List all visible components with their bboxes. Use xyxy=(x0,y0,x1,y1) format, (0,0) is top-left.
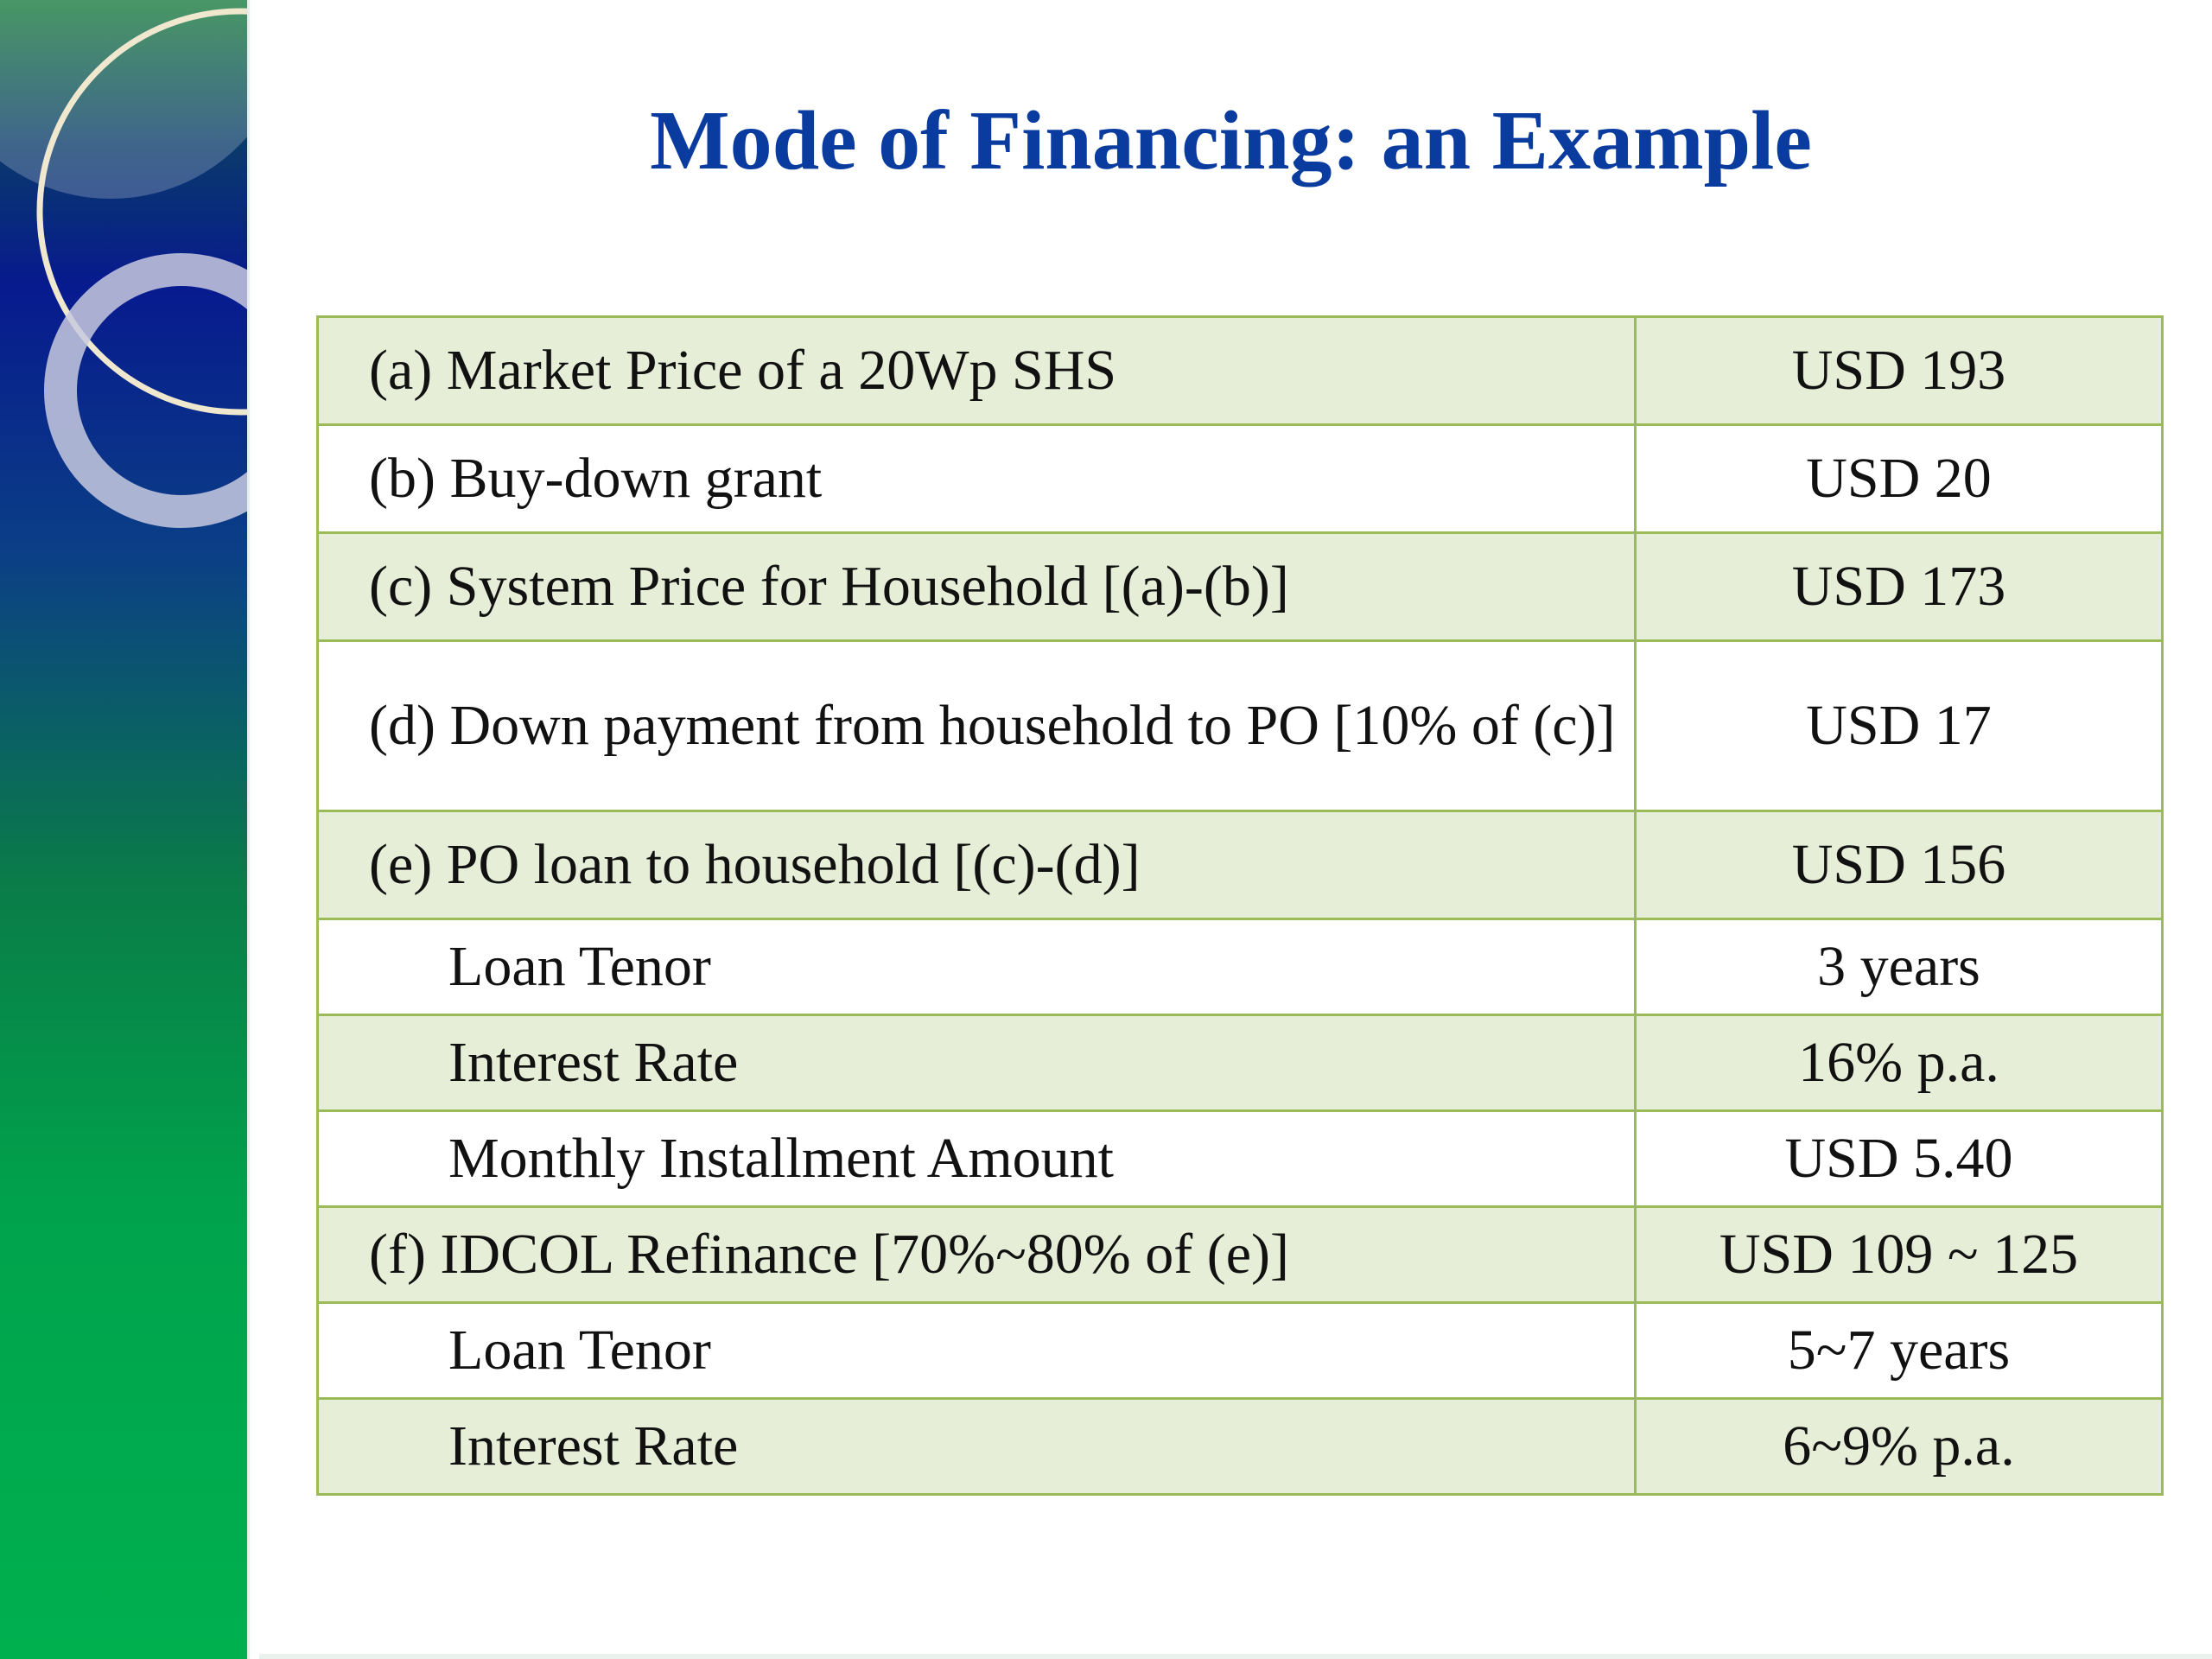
row-value: USD 156 xyxy=(1636,811,2163,919)
translucent-circle xyxy=(0,0,247,199)
slide-title: Mode of Financing: an Example xyxy=(650,94,1812,188)
table-row xyxy=(318,1399,2163,1495)
row-value: 16% p.a. xyxy=(1636,1015,2163,1111)
row-value: USD 20 xyxy=(1636,425,2163,533)
footer-rule xyxy=(259,1654,2212,1659)
side-band-edge xyxy=(247,0,250,1659)
row-label: Loan Tenor xyxy=(318,1303,1636,1399)
row-value: 3 years xyxy=(1636,919,2163,1015)
decorative-side-band xyxy=(0,0,247,1659)
row-label: Loan Tenor xyxy=(318,919,1636,1015)
row-value: USD 109 ~ 125 xyxy=(1636,1207,2163,1303)
row-label xyxy=(318,641,1636,811)
table-row xyxy=(318,811,2163,919)
row-label-text: (d) Down payment from household to PO [10% of (c)] xyxy=(369,694,1616,758)
row-label: (a) Market Price of a 20Wp SHS xyxy=(318,317,1636,425)
table-row xyxy=(318,1111,2163,1207)
row-label: Interest Rate xyxy=(318,1399,1636,1495)
row-value: 5~7 years xyxy=(1636,1303,2163,1399)
table-row xyxy=(318,919,2163,1015)
decorative-rings-graphic xyxy=(0,0,247,1659)
table-row xyxy=(318,1207,2163,1303)
row-value: 6~9% p.a. xyxy=(1636,1399,2163,1495)
row-value: USD 5.40 xyxy=(1636,1111,2163,1207)
table-row xyxy=(318,425,2163,533)
row-label: (c) System Price for Household [(a)-(b)] xyxy=(318,533,1636,641)
financing-table xyxy=(316,315,2164,1496)
row-value: USD 193 xyxy=(1636,317,2163,425)
row-label: (e) PO loan to household [(c)-(d)] xyxy=(318,811,1636,919)
table-row xyxy=(318,1015,2163,1111)
table-row xyxy=(318,641,2163,811)
table-row xyxy=(318,317,2163,425)
row-value: USD 17 xyxy=(1636,641,2163,811)
row-label: (b) Buy-down grant xyxy=(318,425,1636,533)
row-label: Monthly Installment Amount xyxy=(318,1111,1636,1207)
row-value: USD 173 xyxy=(1636,533,2163,641)
table-row xyxy=(318,533,2163,641)
table-row xyxy=(318,1303,2163,1399)
row-label: Interest Rate xyxy=(318,1015,1636,1111)
row-label: (f) IDCOL Refinance [70%~80% of (e)] xyxy=(318,1207,1636,1303)
